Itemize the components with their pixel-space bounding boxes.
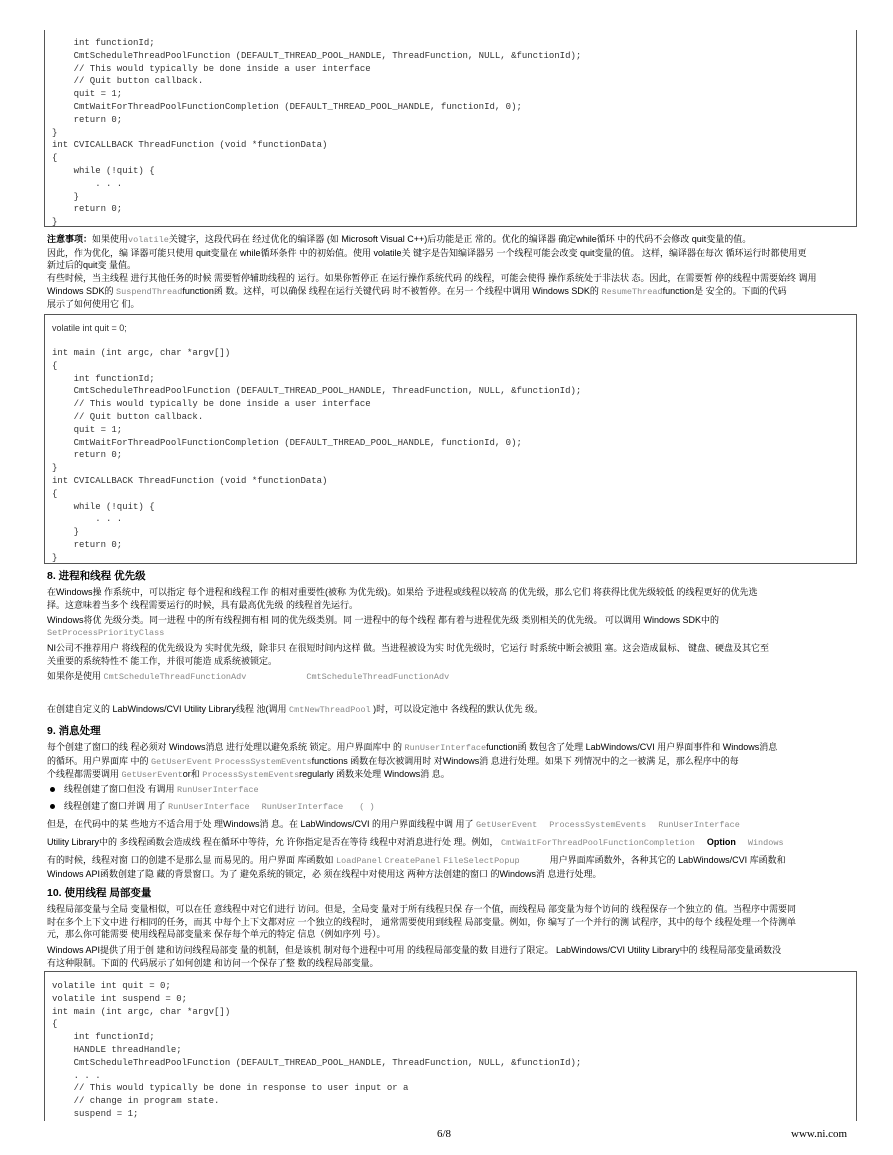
code-line: quit = 1; xyxy=(52,424,123,435)
code-line: // Quit button callback. xyxy=(52,76,204,87)
note-label: 注意事项： xyxy=(47,234,93,244)
code-line: volatile int suspend = 0; xyxy=(52,993,188,1004)
section-10-p2: Windows API提供了用于创 建和访问线程局部变 量的机制，但是该机 制对每个进程中可用 的线程局部变量的数 目进行了限定。 LabWindows/CVI Utility Library中的 线程局部变量函数没 有这种限制。下面的 代码展示了如何创建 和访问一个保存了整 数的线程局部变量。 xyxy=(47,945,782,968)
bullet-item-2: 线程创建了窗口并调 用了 RunUserInterface RunUserInterface ( ) xyxy=(50,800,375,814)
code-line: { xyxy=(52,153,58,164)
code-line: int main (int argc, char *argv[]) xyxy=(52,1006,231,1017)
code-line: int functionId; xyxy=(52,1032,155,1043)
bullet-item-1: 线程创建了窗口但没 有调用 RunUserInterface xyxy=(50,783,259,797)
section-9-p5: Utility Library中的 多线程函数会造成线 程在循环中等待，允 许你指定是否在等待 线程中对消息进行处 理。例如， CmtWaitForThreadPoolFunctionCompletion Option Windows xyxy=(47,837,784,848)
code-first-line: volatile int quit = 0; xyxy=(52,323,127,333)
code-line: int CVICALLBACK ThreadFunction (void *functionData) xyxy=(52,140,328,151)
code-line: CmtScheduleThreadPoolFunction (DEFAULT_THREAD_POOL_HANDLE, ThreadFunction, NULL, &functionId); xyxy=(52,386,582,397)
code-line: int CVICALLBACK ThreadFunction (void *functionData) xyxy=(52,475,328,486)
code-line: return 0; xyxy=(52,204,123,215)
code-line: while (!quit) { xyxy=(52,165,155,176)
code-line: } xyxy=(52,463,58,474)
code-line: CmtScheduleThreadPoolFunction (DEFAULT_THREAD_POOL_HANDLE, ThreadFunction, NULL, &functionId); xyxy=(52,50,582,61)
code-line: suspend = 1; xyxy=(52,1108,139,1119)
code-lines xyxy=(52,347,581,564)
section-10-p1: 线程局部变量与全局 变量相似，可以在任 意线程中对它们进行 访问。但是，全局变 量对于所有线程只保 存一个值，而线程局 部变量为每个访问的 线程保存一个独立的 值。当程序中需要同 时在多个上下文中进 行相同的任务，而其 中每个上下文都对应 一个独立的线程时， 通常需要使用到线程 局部变量。例如，你 编写了一个并行的测 试程序，其中的每个 线程处理一个待测单 元，那么你可能需要 使用线程局部变量来 保存每个单元的特定 信息（例如序列 号）。 xyxy=(47,904,797,939)
code-line: } xyxy=(52,191,80,202)
section-8-p1: 在Windows操 作系统中，可以指定 每个进程和线程工作 的相对重要性(被称 为优先级)。如果给 予进程或线程以较高 的优先级，那么它们 将获得比优先级较低 的线程更好的优先选 择。这意味着当多个 线程需要运行的时候，具有最高优先级 的线程首先运行。 xyxy=(47,587,758,610)
code-line: HANDLE threadHandle; xyxy=(52,1044,182,1055)
code-line: { xyxy=(52,360,58,371)
code-line: . . . xyxy=(52,178,123,189)
section-9-p4: 但是，在代码中的某 些地方不适合用于处 理Windows消 息。在 LabWindows/CVI 的用户界面线程中调 用了 GetUserEvent ProcessSystemEvents RunUserInterface xyxy=(47,819,740,830)
suspend-paragraph: 有些时候，当主线程 进行其他任务的时候 需要暂停辅助线程的 运行。如果你暂停正 在运行操作系统代码 的线程，可能会使得 操作系统处于非法状 态。因此，在需要暂 停的线程中需要始终 调用 Windows SDK的 SuspendThreadfunction函 数。这样，可以确保 线程在运行关键代码 时不被暂停。在另一 个线程中调用 Windows SDK的 ResumeThreadfunction是 安全的。下面的代码 展示了如何使用它 们。 xyxy=(47,273,817,309)
code-line: // change in program state. xyxy=(52,1096,220,1107)
code-line: volatile int quit = 0; xyxy=(52,981,171,991)
bullet-icon xyxy=(50,804,55,809)
section-10-title: 10. 使用线程 局部变量 xyxy=(47,887,152,899)
code-line: CmtScheduleThreadPoolFunction (DEFAULT_THREAD_POOL_HANDLE, ThreadFunction, NULL, &functionId); xyxy=(52,1057,582,1068)
code-line: return 0; xyxy=(52,450,123,461)
code-line: } xyxy=(52,527,80,538)
code-line: int functionId; xyxy=(52,373,155,384)
code-line: int functionId; xyxy=(52,38,155,48)
code-block-top xyxy=(44,30,857,227)
code-line: CmtWaitForThreadPoolFunctionCompletion (DEFAULT_THREAD_POOL_HANDLE, functionId, 0); xyxy=(52,101,522,112)
section-8-p5: 在创建自定义的 LabWindows/CVI Utility Library线程 池(调用 CmtNewThreadPool )时，可以设定池中 各线程的默认优先 级。 xyxy=(47,704,544,715)
note-paragraph: 注意事项：如果使用volatile关键字，这段代码在 经过优化的编译器 (如 Microsoft Visual C++)后功能是正 常的。优化的编译器 确定while循环 中的代码不会修改 quit变量的值。 因此，作为优化，编 译器可能只使用 quit变量在 while循环条件 中的初始值。使用 volatile关 键字是告知编译器另 一个线程可能会改变 quit变量的值。 这样，编译器在每次 循环运行时都使用更 新过后的quit变 量值。 xyxy=(47,234,807,270)
code-lines xyxy=(52,980,581,1121)
page-number: 6/8 xyxy=(437,1128,452,1140)
bullet-icon xyxy=(50,787,55,792)
code-line: . . . xyxy=(52,514,123,525)
code-line: int main (int argc, char *argv[]) xyxy=(52,348,231,358)
code-line: // Quit button callback. xyxy=(52,411,204,422)
code-line: // This would typically be done inside a user interface xyxy=(52,63,371,74)
code-line: // This would typically be done inside a user interface xyxy=(52,399,371,410)
code-lines xyxy=(52,37,581,227)
section-9-p6: 有的时候，线程对窗 口的创建不是那么显 而易见的。用户界面 库函数如 LoadPanel CreatePanel FileSelectPopup 用户界面库函数外，各种其它的 LabWindows/CVI 库函数和 Windows API函数创建了隐 藏的背景窗口。为了 避免系统的锁定，必 须在线程中对使用这 两种方法创建的窗口 的Windows消 息进行处理。 xyxy=(47,855,786,879)
code-line: . . . xyxy=(52,1070,101,1081)
section-8-p2: Windows将优 先级分类。同一进程 中的所有线程拥有相 同的优先级类别。同 一进程中的每个线程 都有着与进程优先级 类别相关的优先级。 可以调用 Windows SDK中的 SetProcessPriorityClass xyxy=(47,615,720,638)
code-line: { xyxy=(52,488,58,499)
code-line: } xyxy=(52,552,58,563)
code-line: while (!quit) { xyxy=(52,501,155,512)
code-block-bottom xyxy=(44,971,857,1121)
code-line: return 0; xyxy=(52,539,123,550)
code-line: } xyxy=(52,127,58,138)
code-line: quit = 1; xyxy=(52,89,123,100)
site-url[interactable]: www.ni.com xyxy=(791,1128,848,1140)
section-9-p1: 每个创建了窗口的线 程必须对 Windows消息 进行处理以避免系统 锁定。用户界面库中 的 RunUserInterfacefunction函 数包含了处理 LabWindows/CVI 用户界面事件和 Windows消息 的循环。用户界面库 中的 GetUserEvent ProcessSystemEventsfunctions 函数在每次被调用时 对Windows消 息进行处理。如果下 列情况中的之一被满 足，那么程序中的每 个线程都需要调用 GetUserEventor和 ProcessSystemEventsregularly 函数来处理 Windows消 息。 xyxy=(47,742,778,780)
section-9-title: 9. 消息处理 xyxy=(47,725,101,737)
code-line: return 0; xyxy=(52,114,123,125)
code-line: // This would typically be done in response to user input or a xyxy=(52,1083,409,1094)
section-8-p4: 如果你是使用 CmtScheduleThreadFunctionAdv CmtScheduleThreadFunctionAdv xyxy=(47,671,450,682)
code-line: { xyxy=(52,1019,58,1030)
code-line: CmtWaitForThreadPoolFunctionCompletion (DEFAULT_THREAD_POOL_HANDLE, functionId, 0); xyxy=(52,437,522,448)
code-line: } xyxy=(52,217,58,227)
section-8-title: 8. 进程和线程 优先级 xyxy=(47,570,146,582)
section-8-p3: NI公司不推荐用户 将线程的优先级设为 实时优先级，除非只 在很短时间内这样 做。当进程被设为实 时优先级时，它运行 时系统中断会被阻 塞。这会造成鼠标、 键盘、硬盘及其它至 关重要的系统特性不 能工作，并很可能造 成系统被锁定。 xyxy=(47,643,770,666)
code-block-middle xyxy=(44,314,857,564)
